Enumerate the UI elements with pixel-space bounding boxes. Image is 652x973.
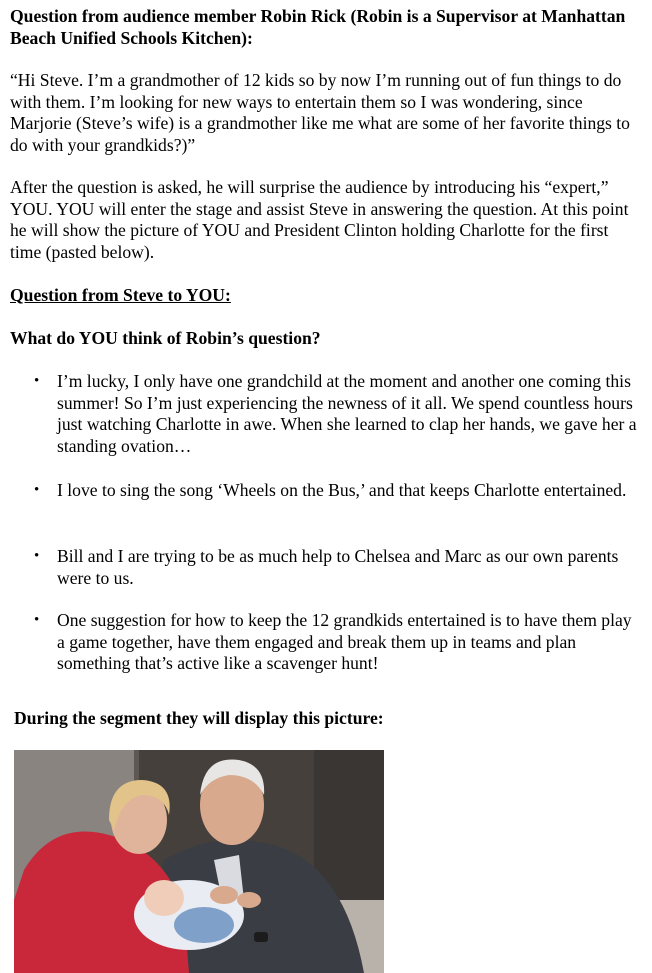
answer-item xyxy=(34,480,637,502)
steve-question-heading: Question from Steve to YOU: xyxy=(10,285,231,305)
answer-text: I love to sing the song ‘Wheels on the Bus,’ and that keeps Charlotte entertained. xyxy=(57,480,627,500)
bullet-icon: • xyxy=(34,373,40,389)
bullet-icon: • xyxy=(34,612,40,628)
answer-text: I’m lucky, I only have one grandchild at the moment and another one coming this summer! So I’m just experiencing the newness of it all. We spend countless hours just watching Charlotte in awe. When she learned to clap her hands, we gave her a standing ovation… xyxy=(57,371,637,456)
audience-question-heading: Question from audience member Robin Rick (Robin is a Supervisor at Manhattan Beach Unified Schools Kitchen): xyxy=(10,6,626,48)
segment-caption: During the segment they will display this picture: xyxy=(14,708,384,728)
answer-item xyxy=(34,371,637,457)
bullet-icon: • xyxy=(34,548,40,564)
answer-item xyxy=(34,610,637,675)
answer-item xyxy=(34,546,637,589)
what-question: What do YOU think of Robin’s question? xyxy=(10,328,321,348)
answer-text: Bill and I are trying to be as much help to Chelsea and Marc as our own parents were to us. xyxy=(57,546,619,588)
photo-illustration xyxy=(14,750,384,973)
audience-question-quote: “Hi Steve. I’m a grandmother of 12 kids so by now I’m running out of fun things to do with them. I’m looking for new ways to entertain them so I was wondering, since Marjorie (Steve’s wife) is a grandmother like me what are some of her favorite things to do with your grandkids?)” xyxy=(10,70,630,155)
grandparents-photo xyxy=(14,750,384,973)
bullet-icon: • xyxy=(34,482,40,498)
answer-text: One suggestion for how to keep the 12 grandkids entertained is to have them play a game together, have them engaged and break them up in teams and plan something that’s active like a scavenger hunt! xyxy=(57,610,632,673)
intro-paragraph: After the question is asked, he will surprise the audience by introducing his “expert,” YOU. YOU will enter the stage and assist Steve in answering the question. At this point he will show the picture of YOU and President Clinton holding Charlotte for the first time (pasted below). xyxy=(10,177,629,262)
